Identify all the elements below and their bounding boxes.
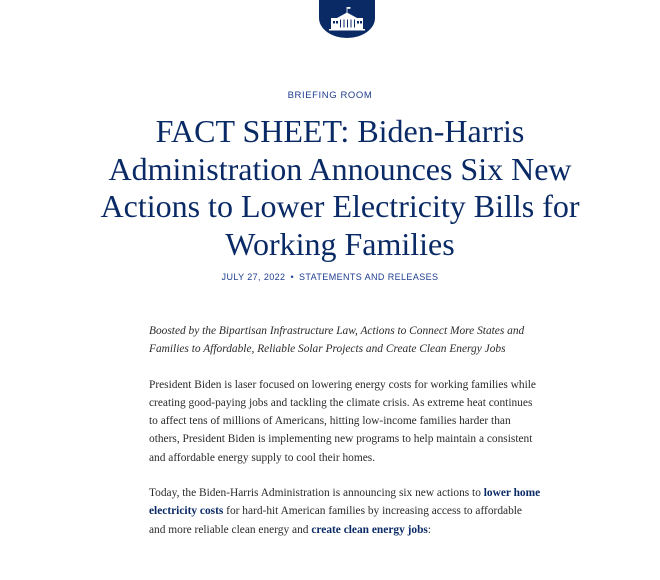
article-subtitle: Boosted by the Bipartisan Infrastructure Law, Actions to Connect More States and Families to Affordable, Reliable Solar Projects and Create Clean Energy Jobs	[149, 325, 525, 356]
page-title: FACT SHEET: Biden-Harris Administration Announces Six New Actions to Lower Electricity Bills for Working Families	[100, 113, 580, 262]
paragraph-2-text-1: Today, the Biden-Harris Administration is announcing six new actions to	[149, 487, 484, 500]
article-body	[149, 322, 541, 556]
meta-separator: •	[290, 272, 295, 282]
site-header	[0, 0, 660, 50]
paragraph-2-bold-2: create clean energy jobs	[311, 523, 428, 536]
paragraph-2-bold-1: lower home electricity costs	[149, 487, 541, 518]
briefing-room-link[interactable]: BRIEFING ROOM	[287, 90, 373, 101]
paragraph-2	[149, 484, 541, 539]
white-house-seal-icon[interactable]	[319, 0, 375, 38]
publish-date: JULY 27, 2022	[221, 272, 286, 282]
paragraph-2-text-3: :	[427, 523, 432, 536]
paragraph-1: President Biden is laser focused on lowering energy costs for working families while creating good-paying jobs and tackling the climate crisis. As extreme heat continues to affect tens of millions of Americans, hitting low-income families harder than others, President Biden is implementing new programs to help maintain a consistent and affordable energy supply to cool their homes.	[149, 378, 536, 464]
paragraph-2-text-2: for hard-hit American families by increasing access to affordable and more reliable clean energy and	[149, 505, 522, 536]
article-meta	[0, 272, 660, 282]
statements-and-releases-link[interactable]: STATEMENTS AND RELEASES	[299, 272, 439, 282]
